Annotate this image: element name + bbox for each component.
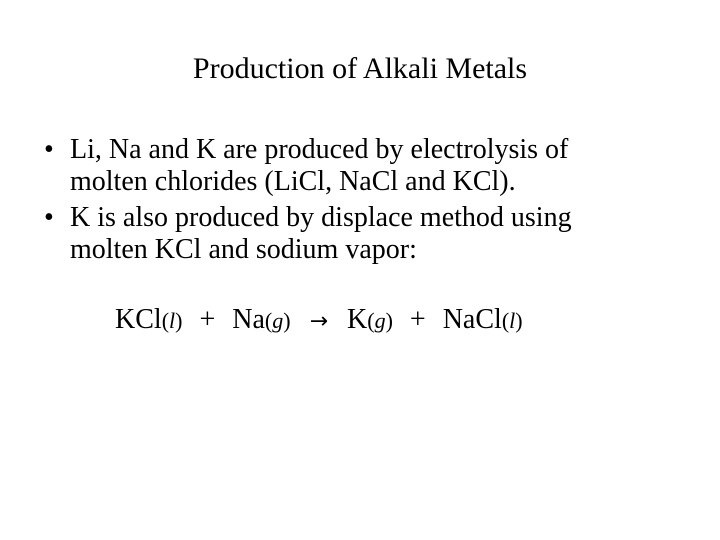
bullet-item-electrolysis	[44, 134, 684, 198]
paren-open: (	[367, 308, 375, 333]
formula: KCl	[115, 304, 162, 335]
state-symbol: l	[169, 308, 176, 333]
paren-open: (	[161, 308, 170, 333]
product-nacl	[443, 304, 523, 335]
plus-sign: +	[409, 304, 426, 335]
slide-title: Production of Alkali Metals	[192, 52, 528, 85]
formula: K	[347, 304, 368, 335]
bullet-text-line: molten KCl and sodium vapor:	[70, 234, 417, 265]
bullet-text-line: K is also produced by displace method using	[70, 202, 572, 233]
reactant-kcl	[115, 304, 182, 335]
bullet-item-displacement	[44, 202, 684, 266]
paren-open: (	[501, 308, 510, 333]
bullet-text-line: molten chlorides (LiCl, NaCl and KCl).	[70, 166, 516, 197]
state-symbol: g	[272, 308, 284, 333]
paren-close: )	[175, 308, 183, 333]
paren-open: (	[264, 308, 273, 333]
bullet-marker: •	[44, 134, 54, 165]
formula: NaCl	[442, 304, 502, 335]
reaction-arrow-icon: →	[309, 309, 329, 334]
bullet-list	[44, 134, 684, 270]
product-k	[347, 304, 393, 335]
plus-sign: +	[199, 304, 216, 335]
paren-close: )	[385, 308, 393, 333]
state-symbol: l	[509, 308, 516, 333]
paren-close: )	[283, 308, 291, 333]
formula: Na	[232, 304, 265, 335]
paren-close: )	[515, 308, 523, 333]
bullet-text-line: Li, Na and K are produced by electrolysis of	[70, 134, 569, 165]
reactant-na	[232, 304, 290, 335]
bullet-marker: •	[44, 202, 54, 233]
state-symbol: g	[374, 308, 386, 333]
chemical-equation	[115, 303, 523, 339]
